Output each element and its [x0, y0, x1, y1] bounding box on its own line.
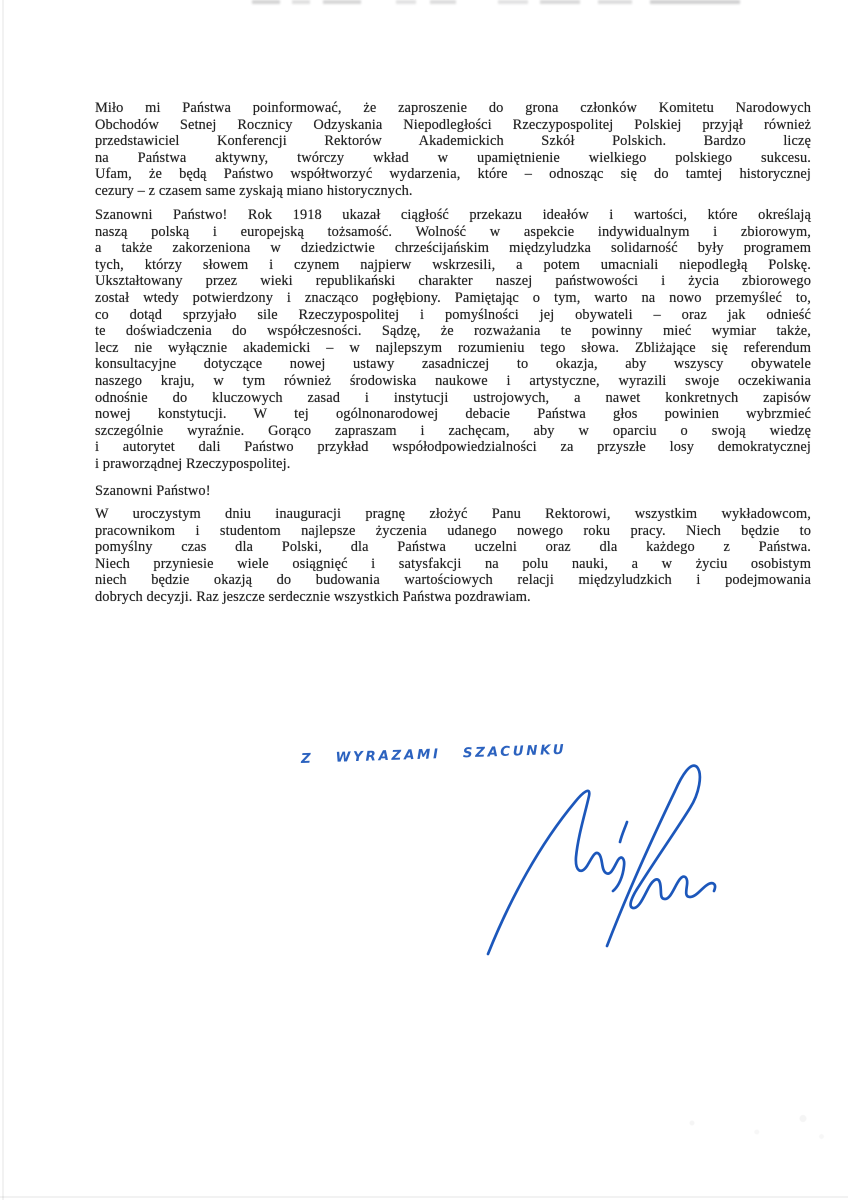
text-line: pracownikom i studentom najlepsze życzenia udanego nowego roku pracy. Niech będzie to	[95, 522, 811, 539]
text-line: niech będzie okazją do budowania wartościowych relacji międzyludzkich i podejmowania	[95, 572, 811, 589]
scan-smudge	[252, 0, 280, 4]
signature-scribble	[455, 744, 745, 959]
text-line: i praworządnej Rzeczypospolitej.	[95, 455, 291, 472]
signature-apostrophe-stroke	[620, 822, 627, 842]
text-line: Szanowni Państwo! Rok 1918 ukazał ciągłość przekazu ideałów i wartości, które określają	[95, 207, 811, 223]
paragraph-wishes	[95, 506, 811, 606]
text-line: W uroczystym dniu inauguracji pragnę złożyć Panu Rektorowi, wszystkim wykładowcom,	[95, 506, 811, 522]
text-line: dobrych decyzji. Raz jeszcze serdecznie wszystkich Państwa pozdrawiam.	[95, 588, 531, 605]
signature-first-stroke	[488, 791, 624, 954]
text-line: cezury – z czasem same zyskają miano historycznych.	[95, 182, 413, 199]
scan-smudge	[396, 0, 416, 4]
text-line: został wtedy potwierdzony i znacząco pogłębiony. Pamiętając o tym, warto na nowo przemyśleć to,	[95, 289, 811, 306]
text-line: odnośnie do kluczowych zasad i instytucji ustrojowych, a nawet konkretnych zapisów	[95, 389, 811, 406]
salutation-heading	[95, 483, 811, 500]
text-line: pomyślny czas dla Polski, dla Państwa uczelni oraz dla każdego z Państwa.	[95, 539, 811, 556]
scan-smudge	[650, 0, 740, 4]
text-line: naszego kraju, w tym również środowiska naukowe i artystyczne, wyrazili swoje oczekiwania	[95, 372, 811, 389]
text-line: Miło mi Państwa poinformować, że zaproszenie do grona członków Komitetu Narodowych	[95, 100, 811, 116]
text-line: Obchodów Setnej Rocznicy Odzyskania Niepodległości Rzeczypospolitej Polskiej przyjął również	[95, 116, 811, 133]
text-line: lecz nie wyłącznie akademicki – w najlepszym rozumieniu tego słowa. Zbliżające się referendum	[95, 339, 811, 356]
text-line: i autorytet dali Państwo przykład współodpowiedzialności za przyszłe losy demokratycznej	[95, 439, 811, 456]
scan-artifact-bottom-edge	[0, 1196, 848, 1198]
text-line: co dotąd sprzyjało sile Rzeczypospolitej i pomyślności jej obywateli – oraz jak odnieść	[95, 306, 811, 323]
paragraph-invitation	[95, 100, 811, 200]
signature-second-stroke	[607, 766, 715, 946]
scan-smudge	[430, 0, 456, 4]
scan-smudge	[540, 0, 580, 4]
scan-smudge	[598, 0, 632, 4]
handwritten-closing: Z WYRAZAMI SZACUNKU	[300, 741, 567, 767]
text-line: Ukształtowany przez wieki republikański charakter naszej państwowości i życia zbiorowego	[95, 273, 811, 290]
scan-artifact-bottom-right	[655, 1105, 840, 1150]
text-line: konsultacyjne dotyczące nowej ustawy zasadniczej to okazja, aby wszyscy obywatele	[95, 356, 811, 373]
text-line: naszą polską i europejską tożsamość. Wolność w aspekcie indywidualnym i zbiorowym,	[95, 223, 811, 240]
text-line: te doświadczenia do współczesności. Sądzę, że rozważania te powinny mieć wymiar także,	[95, 323, 811, 340]
text-line: szczególnie wyraźnie. Gorąco zapraszam i zachęcam, aby w oparciu o swoją wiedzę	[95, 422, 811, 439]
text-line: tych, którzy słowem i czynem najpierw wskrzesili, a potem umacniali niepodległą Polskę.	[95, 256, 811, 273]
text-line: nowej konstytucji. W tej ogólnonarodowej debacie Państwa głos powinien wybrzmieć	[95, 406, 811, 423]
text-line: na Państwa aktywny, twórczy wkład w upamiętnienie wielkiego polskiego sukcesu.	[95, 149, 811, 166]
text-line: Szanowni Państwo!	[95, 483, 211, 499]
scan-smudge	[498, 0, 528, 4]
text-line: przedstawiciel Konferencji Rektorów Akademickich Szkół Polskich. Bardzo liczę	[95, 133, 811, 150]
scan-smudge	[292, 0, 310, 4]
text-line: Niech przyniesie wiele osiągnięć i satysfakcji na polu nauki, a w życiu osobistym	[95, 555, 811, 572]
scan-smudge	[323, 0, 361, 4]
text-line: a także zakorzeniona w dziedzictwie chrześcijańskim międzyludzka solidarność były programem	[95, 240, 811, 257]
text-line: Ufam, że będą Państwo współtworzyć wydarzenia, które – odnosząc się do tamtej historycznej	[95, 166, 811, 183]
scan-artifact-left-edge	[2, 0, 4, 1200]
paragraph-values-and-referendum	[95, 207, 811, 473]
